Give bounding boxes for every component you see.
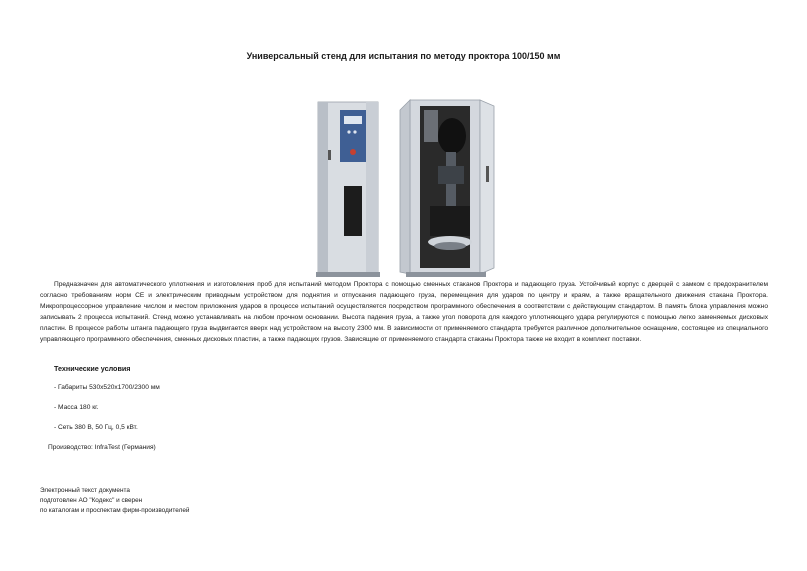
closed-cabinet-image (316, 102, 380, 277)
footer-note (40, 486, 189, 516)
product-description: Предназначен для автоматического уплотнения и изготовления проб для испытаний методом Проктора с помощью сменных стаканов Проктора и падающего груза. Устойчивый корпус с дверцей с замком с предохранителем согласно требованиям норм CE и электрическим приводным устройством для поднятия и отпускания падающего груза, перемещения для ударов по центру и краям, а также вращательного движения стакана Проктора. Микропроцессорное управление числом и местом приложения ударов в процессе испытаний осуществляется посредством программного обеспечения в соответствии с действующим стандартом. В память блока управления можно записывать 2 процесса испытаний. Стенд можно устанавливать на любом прочном основании. Высота падения груза, а также угол поворота для каждого уплотняющего удара регулируются с помощью легко заменяемых дисковых пластин. В процессе работы штанга падающего груза выдвигается вверх над устройством на высоту 2300 мм. В зависимости от применяемого стандарта требуется различное дополнительное оснащение, состоящее из специального управляющего программного обеспечения, сменных дисковых пластин, а также падающих грузов. Зависящие от применяемого стандарта стаканы Проктора также не входит в комплект поставки. (40, 281, 768, 343)
manufacturer-line: Производство: InfraTest (Германия) (48, 444, 156, 451)
spec-dimensions: - Габариты 530х520х1700/2300 мм (54, 384, 160, 391)
footer-line: подготовлен АО "Кодекс" и сверен (40, 497, 143, 504)
spec-weight: - Масса 180 кг. (54, 404, 99, 411)
product-photo (300, 96, 510, 280)
footer-line: Электронный текст документа (40, 487, 130, 494)
spec-power: - Сеть 380 В, 50 Гц, 0,5 кВт. (54, 424, 138, 431)
footer-line: по каталогам и проспектам фирм-производителей (40, 507, 190, 514)
open-cabinet-image (400, 100, 494, 277)
page-title: Универсальный стенд для испытания по методу проктора 100/150 мм (246, 51, 561, 62)
specs-heading: Технические условия (54, 364, 131, 373)
specs-list (54, 380, 160, 440)
